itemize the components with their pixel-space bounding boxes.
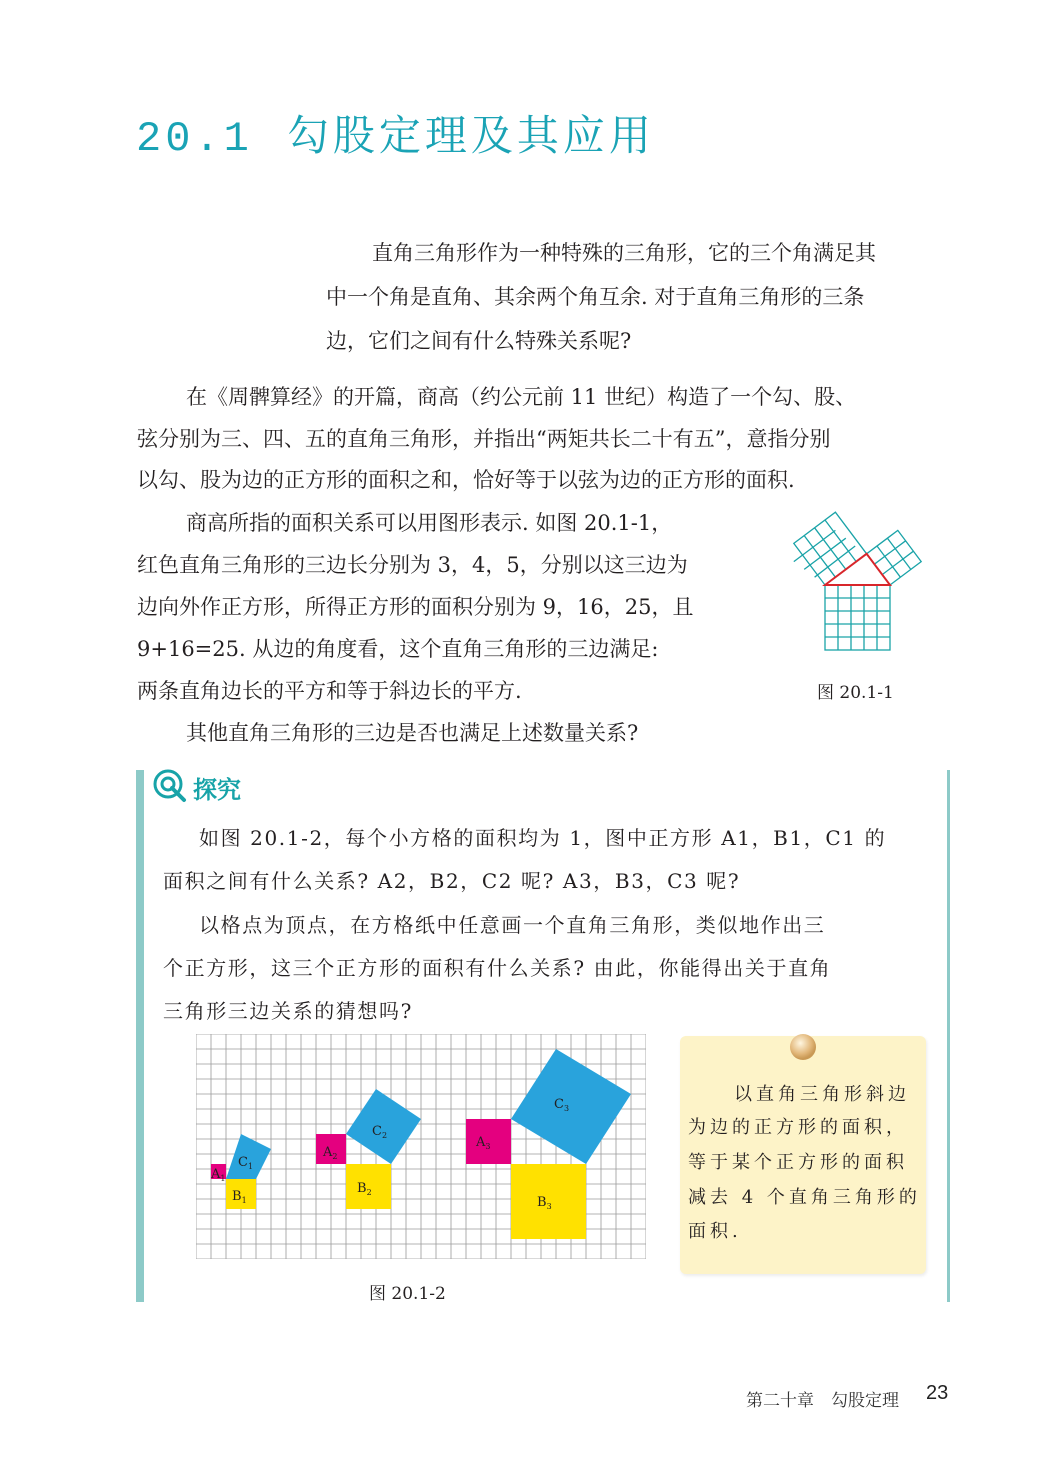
note-line-1: 以直角三角形斜边 — [734, 1084, 910, 1105]
figure-2-caption: 图 20.1-2 — [369, 1284, 446, 1304]
explore-q2-line-2: 个正方形，这三个正方形的面积有什么关系? 由此，你能得出关于直角 — [163, 956, 832, 980]
intro-line-3: 边，它们之间有什么特殊关系呢? — [326, 329, 632, 353]
pushpin-icon — [786, 1030, 820, 1064]
explore-q2-line-1: 以格点为顶点，在方格纸中任意画一个直角三角形，类似地作出三 — [199, 913, 826, 937]
section-title-text: 勾股定理及其应用 — [286, 111, 655, 160]
label-C3: $C_3$ — [554, 1097, 570, 1113]
square-C3 — [511, 1049, 631, 1164]
explore-heading: 探究 — [193, 776, 241, 804]
explore-q1-line-1: 如图 20.1-2，每个小方格的面积均为 1，图中正方形 A1，B1，C1 的 — [199, 826, 887, 850]
square-C2 — [346, 1089, 421, 1164]
square-C1 — [226, 1134, 271, 1179]
page-number: 23 — [926, 1382, 949, 1404]
intro-line-1: 直角三角形作为一种特殊的三角形，它的三个角满足其 — [372, 241, 876, 265]
section-number: 20.1 — [136, 115, 253, 163]
explore-right-bar — [947, 770, 950, 1302]
red-right-triangle — [825, 554, 890, 585]
para2-line-3: 边向外作正方形，所得正方形的面积分别为 9，16，25，且 — [137, 595, 694, 619]
para2-line-5: 两条直角边长的平方和等于斜边长的平方. — [137, 679, 522, 703]
para2-line-1: 商高所指的面积关系可以用图形表示. 如图 20.1-1， — [186, 511, 673, 535]
para1-line-3: 以勾、股为边的正方形的面积之和，恰好等于以弦为边的正方形的面积. — [137, 468, 795, 492]
label-A1: $A_1$ — [211, 1167, 226, 1183]
note-line-2: 为边的正方形的面积， — [688, 1117, 908, 1138]
label-A3: $A_3$ — [476, 1135, 491, 1151]
square-leg-3 — [867, 530, 922, 585]
section-title — [136, 103, 655, 163]
square-hypotenuse — [825, 585, 890, 650]
note-line-4: 减去 4 个直角三角形的 — [688, 1187, 921, 1208]
figure-20-1-1 — [785, 500, 945, 660]
label-B2: $B_2$ — [357, 1181, 372, 1197]
figure-1-caption: 图 20.1-1 — [817, 683, 894, 703]
para2-line-2: 红色直角三角形的三边长分别为 3，4，5，分别以这三边为 — [137, 553, 688, 577]
explore-left-bar — [136, 770, 144, 1302]
square-B2 — [346, 1164, 391, 1209]
para3: 其他直角三角形的三边是否也满足上述数量关系? — [186, 721, 639, 745]
figure-20-1-2 — [196, 1034, 646, 1259]
pythagorean-squares-diagram — [794, 512, 921, 650]
label-B3: $B_3$ — [537, 1195, 552, 1211]
note-line-3: 等于某个正方形的面积 — [688, 1152, 908, 1173]
label-C1: $C_1$ — [238, 1155, 254, 1171]
label-B1: $B_1$ — [232, 1189, 247, 1205]
intro-line-2: 中一个角是直角、其余两个角互余. 对于直角三角形的三条 — [326, 285, 865, 309]
label-C2: $C_2$ — [372, 1124, 388, 1140]
para1-line-1: 在《周髀算经》的开篇，商高（约公元前 11 世纪）构造了一个勾、股、 — [186, 385, 857, 409]
explore-q2-line-3: 三角形三边关系的猜想吗? — [163, 999, 413, 1023]
explore-magnifier-icon — [152, 768, 188, 804]
footer-chapter: 第二十章 勾股定理 — [746, 1391, 899, 1411]
label-A2: $A_2$ — [323, 1145, 338, 1161]
para2-line-4: 9+16=25. 从边的角度看，这个直角三角形的三边满足: — [137, 637, 659, 661]
note-line-5: 面积. — [688, 1221, 742, 1242]
para1-line-2: 弦分别为三、四、五的直角三角形，并指出“两矩共长二十有五”，意指分别 — [137, 427, 831, 451]
explore-q1-line-2: 面积之间有什么关系? A2，B2，C2 呢? A3，B3，C3 呢? — [163, 869, 741, 893]
